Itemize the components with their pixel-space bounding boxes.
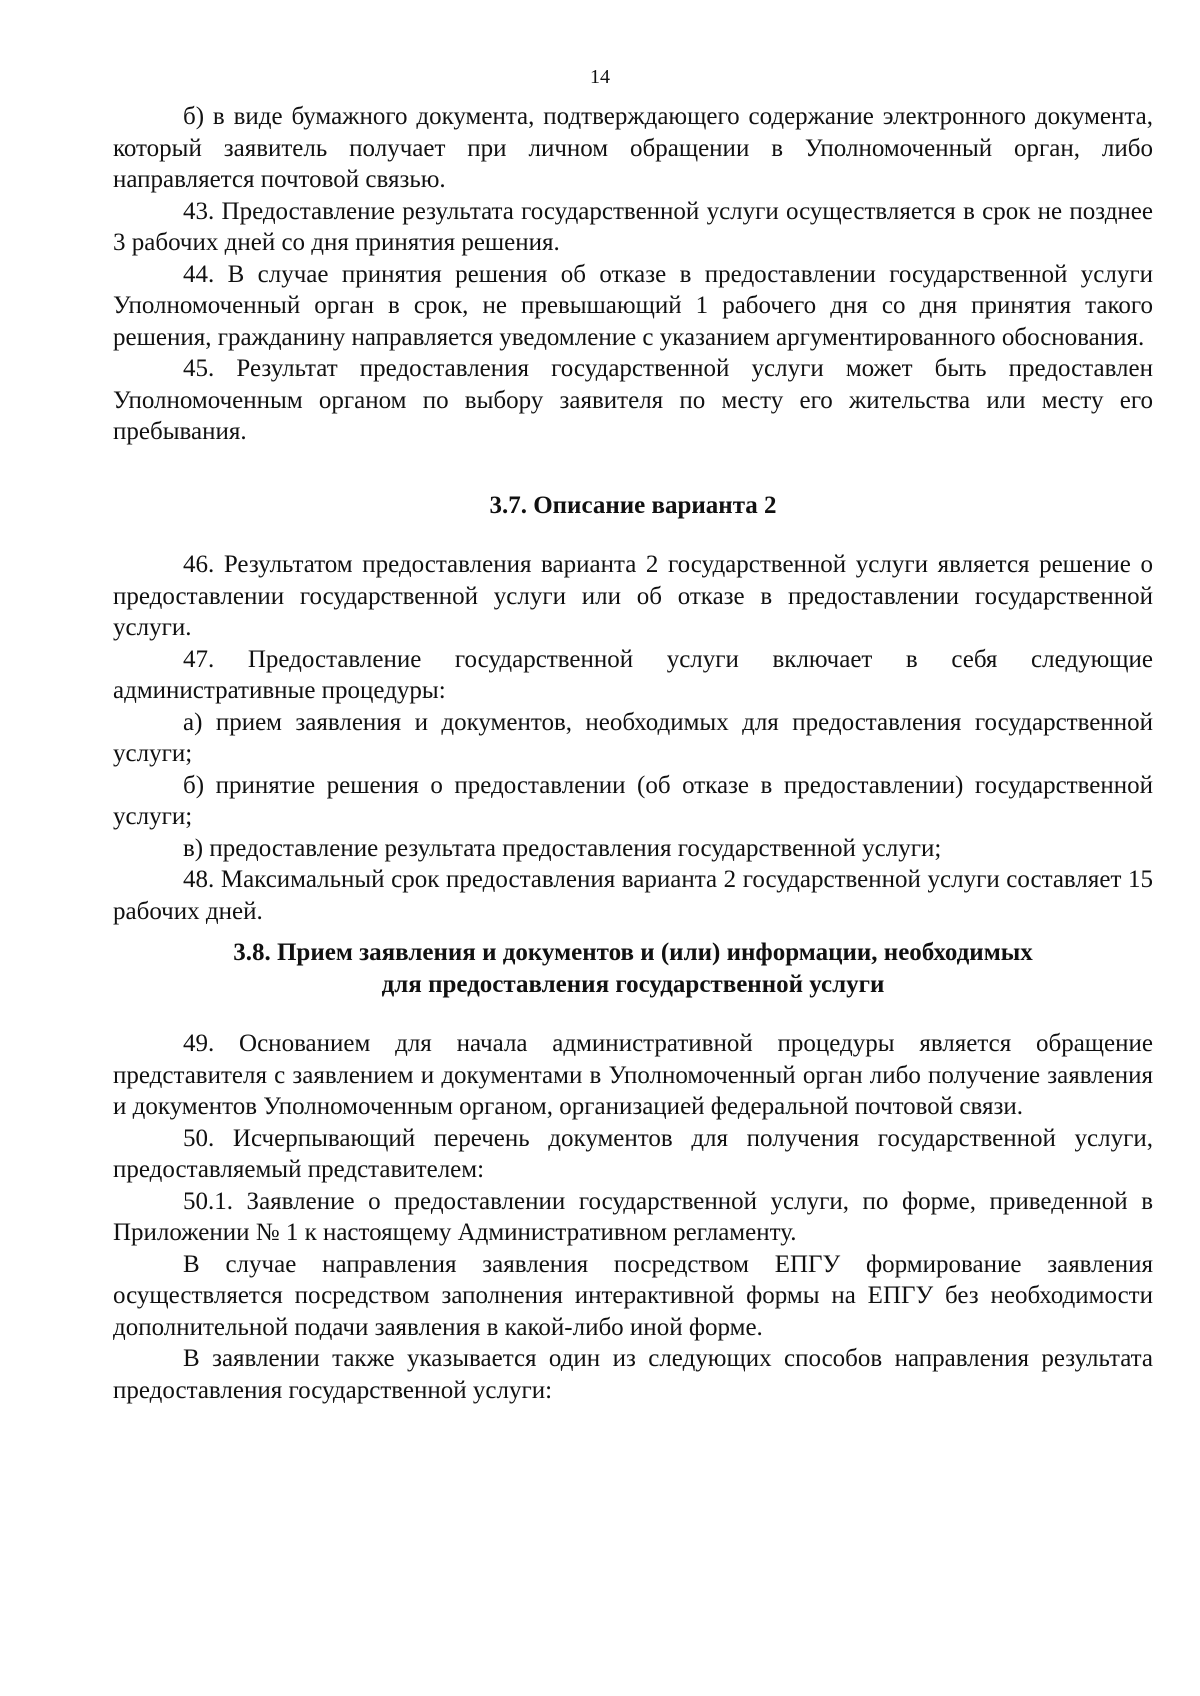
paragraph: В случае направления заявления посредством ЕПГУ формирование заявления осуществляется посредством заполнения интерактивной формы на ЕПГУ без необходимости дополнительной подачи заявления в какой-либо иной форме. <box>113 1250 1153 1341</box>
paragraph: 49. Основанием для начала административной процедуры является обращение представителя с заявлением и документами в Уполномоченный орган либо получение заявления и документов Уполномоченным органом, организацией федеральной почтовой связи. <box>113 1030 1153 1120</box>
paragraph: 45. Результат предоставления государственной услуги может быть предоставлен Уполномоченным органом по выбору заявителя по месту его жительства или месту его пребывания. <box>113 355 1153 445</box>
text-block-variant-2 <box>113 549 1153 927</box>
paragraph: 50.1. Заявление о предоставлении государственной услуги, по форме, приведенной в Приложении № 1 к настоящему Административном регламенту. <box>113 1187 1153 1246</box>
paragraph: 47. Предоставление государственной услуги включает в себя следующие административные процедуры: <box>113 645 1153 704</box>
paragraph: 50. Исчерпывающий перечень документов для получения государственной услуги, предоставляемый представителем: <box>113 1124 1153 1183</box>
paragraph: в) предоставление результата предоставления государственной услуги; <box>183 834 942 862</box>
paragraph: 44. В случае принятия решения об отказе в предоставлении государственной услуги Уполномоченный орган в срок, не превышающий 1 рабочего дня со дня принятия такого решения, гражданину направляется уведомление с указанием аргументированного обоснования. <box>113 260 1153 351</box>
paragraph: 48. Максимальный срок предоставления варианта 2 государственной услуги составляет 15 рабочих дней. <box>113 866 1153 925</box>
paragraph: В заявлении также указывается один из следующих способов направления результата предоставления государственной услуги: <box>113 1345 1153 1404</box>
paragraph: б) в виде бумажного документа, подтверждающего содержание электронного документа, который заявитель получает при личном обращении в Уполномоченный орган, либо направляется почтовой связью. <box>113 103 1153 193</box>
paragraph: 43. Предоставление результата государственной услуги осуществляется в срок не позднее 3 рабочих дней со дня принятия решения. <box>113 197 1153 256</box>
section-heading-3-8 <box>113 937 1153 1000</box>
section-heading-3-8-line1: 3.8. Прием заявления и документов и (или) информации, необходимых <box>233 939 1033 966</box>
page-number: 14 <box>590 66 610 88</box>
paragraph: а) прием заявления и документов, необходимых для предоставления государственной услуги; <box>113 708 1153 767</box>
text-block-results <box>113 101 1153 448</box>
section-heading-3-8-line2: для предоставления государственной услуги <box>381 970 885 998</box>
paragraph: б) принятие решения о предоставлении (об отказе в предоставлении) государственной услуги; <box>113 771 1153 830</box>
paragraph: 46. Результатом предоставления варианта 2 государственной услуги является решение о предоставлении государственной услуги или об отказе в предоставлении государственной услуги. <box>113 551 1153 641</box>
section-heading-3-7: 3.7. Описание варианта 2 <box>489 492 777 519</box>
text-block-application <box>113 1028 1153 1406</box>
